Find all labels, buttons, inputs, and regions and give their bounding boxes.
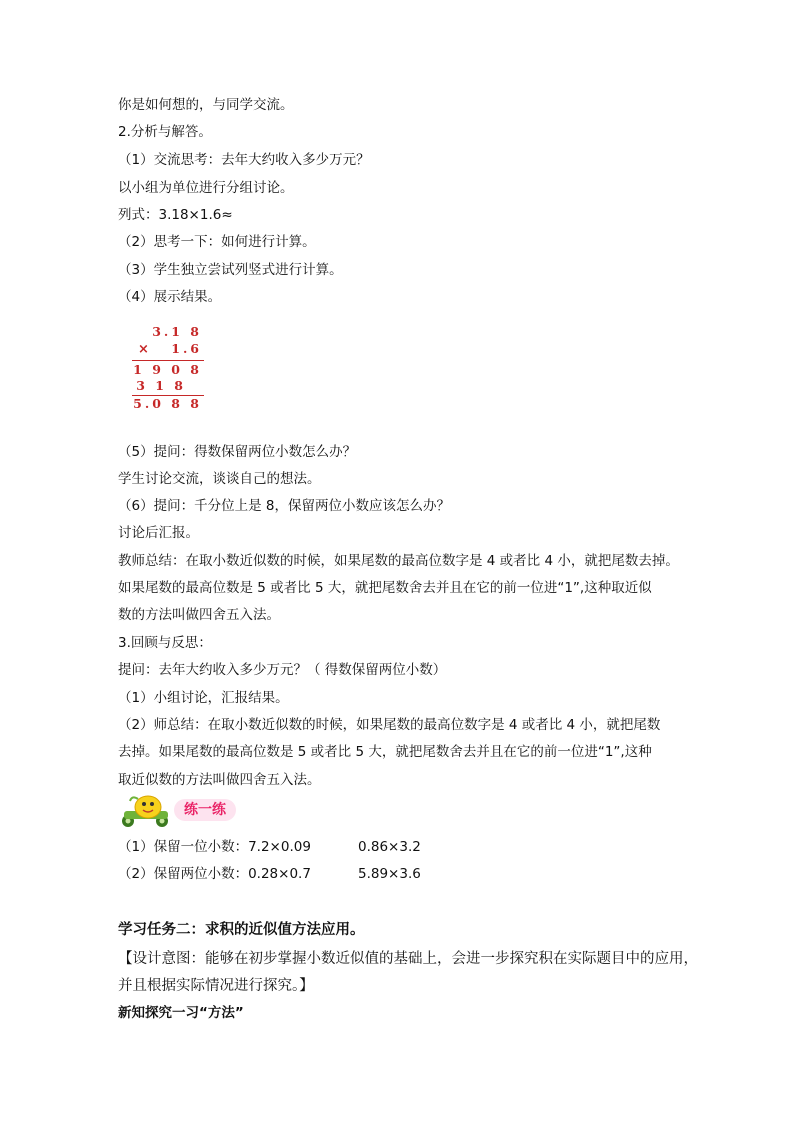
- multiplicand: 3.1 8: [152, 324, 202, 339]
- exercise-item-1-second: 0.86×3.2: [358, 839, 421, 855]
- exercise-item-1: （1）保留一位小数：7.2×0.09: [118, 839, 311, 855]
- text-line: 数的方法叫做四舍五入法。: [118, 607, 280, 623]
- design-intent: 并且根据实际情况进行探究。】: [118, 978, 314, 994]
- task-heading: 学习任务二：求积的近似值方法应用。: [118, 922, 365, 938]
- explore-heading: 新知探究一习“方法”: [118, 1005, 244, 1021]
- text-line: （1）小组讨论，汇报结果。: [118, 690, 289, 706]
- text-line: 讨论后汇报。: [118, 525, 199, 541]
- product: 5.0 8 8: [133, 396, 202, 411]
- snail-cart-icon: [118, 795, 178, 829]
- text-line: 学生讨论交流，谈谈自己的想法。: [118, 471, 321, 487]
- text-line: 教师总结：在取小数近似数的时候，如果尾数的最高位数字是 4 或者比 4 小，就把尾数去掉。: [118, 553, 679, 569]
- text-line: （3）学生独立尝试列竖式进行计算。: [118, 262, 343, 278]
- text-line: （2）师总结：在取小数近似数的时候，如果尾数的最高位数字是 4 或者比 4 小，就把尾数: [118, 717, 661, 733]
- text-line: 提问：去年大约收入多少万元？（ 得数保留两位小数）: [118, 662, 447, 678]
- times-sign: ×: [138, 342, 149, 357]
- section-heading: 3.回顾与反思：: [118, 635, 212, 651]
- multiplier: 1.6: [171, 341, 202, 356]
- vertical-multiplication: [128, 322, 208, 414]
- section-heading: 2.分析与解答。: [118, 124, 212, 140]
- text-line: （5）提问：得数保留两位小数怎么办？: [118, 444, 357, 460]
- text-line: 列式：3.18×1.6≈: [118, 207, 233, 223]
- text-line: （6）提问：千分位上是 8，保留两位小数应该怎么办？: [118, 498, 450, 514]
- design-intent: 【设计意图：能够在初步掌握小数近似值的基础上，会进一步探究积在实际题目中的应用，: [118, 951, 698, 967]
- partial-product-1: 1 9 0 8: [133, 362, 202, 377]
- text-line: 取近似数的方法叫做四舍五入法。: [118, 772, 321, 788]
- text-line: 你是如何想的，与同学交流。: [118, 97, 294, 113]
- text-line: （2）思考一下：如何进行计算。: [118, 234, 316, 250]
- exercise-item-2: （2）保留两位小数：0.28×0.7: [118, 866, 311, 882]
- exercise-item-2-second: 5.89×3.6: [358, 866, 421, 882]
- practice-badge: [118, 795, 238, 829]
- text-line: 去掉。如果尾数的最高位数是 5 或者比 5 大，就把尾数舍去并且在它的前一位进“1”,这种: [118, 744, 652, 760]
- practice-label: 练一练: [174, 799, 236, 821]
- text-line: 以小组为单位进行分组讨论。: [118, 180, 294, 196]
- text-line: 如果尾数的最高位数是 5 或者比 5 大，就把尾数舍去并且在它的前一位进“1”,这种取近似: [118, 580, 652, 596]
- text-line: （1）交流思考：去年大约收入多少万元？: [118, 152, 370, 168]
- partial-product-2: 3 1 8: [136, 378, 186, 393]
- calc-rule: [132, 360, 204, 361]
- text-line: （4）展示结果。: [118, 289, 222, 305]
